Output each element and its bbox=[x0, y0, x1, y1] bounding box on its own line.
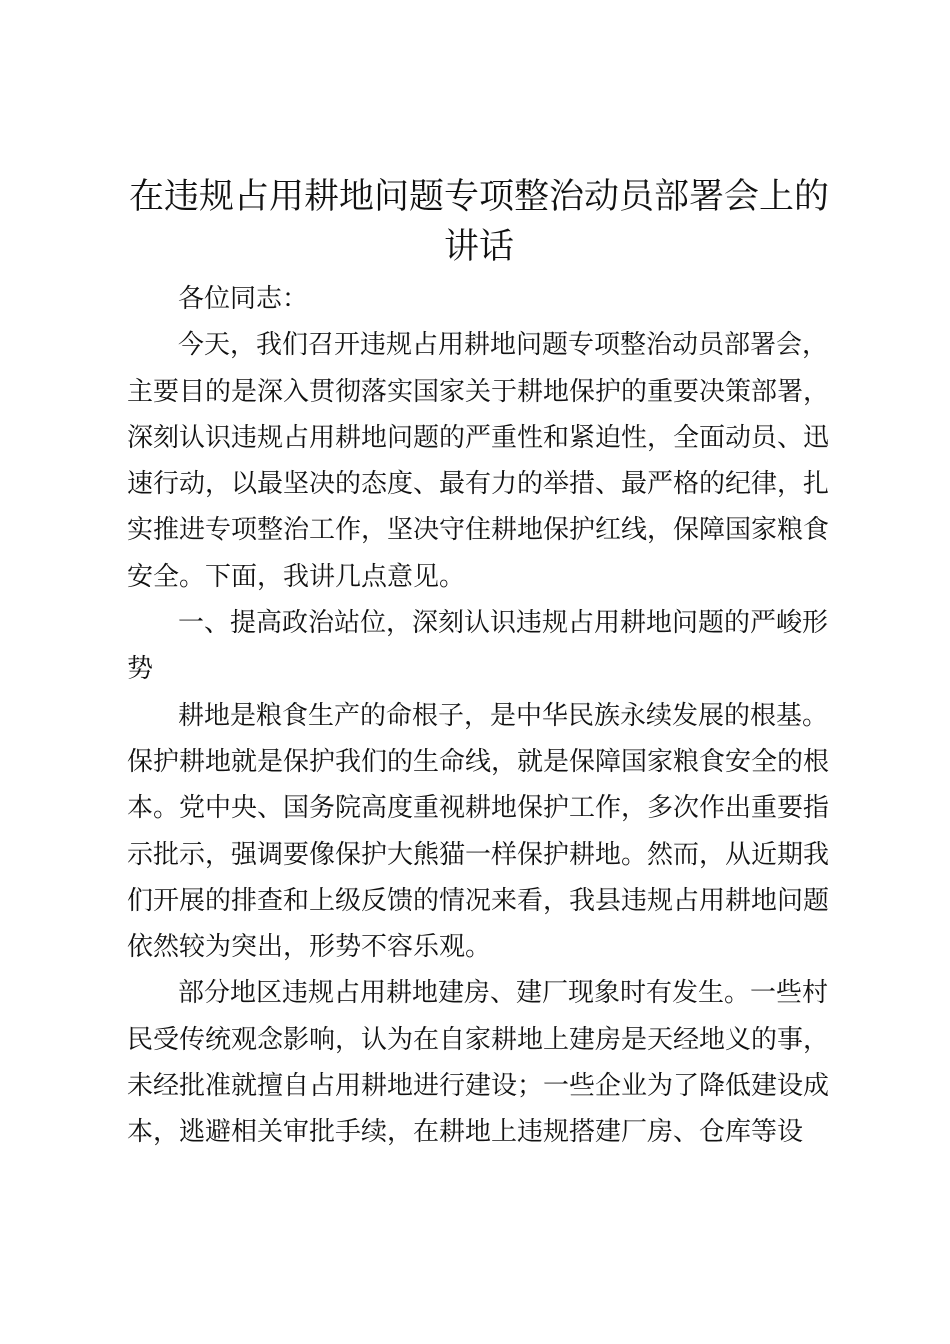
paragraph-line: 本。党中央、国务院高度重视耕地保护工作，多次作出重要指 bbox=[127, 793, 830, 824]
document-body bbox=[127, 276, 830, 1156]
document-title-line-1: 在违规占用耕地问题专项整治动员部署会上的 bbox=[128, 177, 829, 217]
paragraph-line: 主要目的是深入贯彻落实国家关于耕地保护的重要决策部署， bbox=[127, 376, 830, 407]
salutation: 各位同志： bbox=[178, 284, 309, 314]
paragraph-line: 未经批准就擅自占用耕地进行建设；一些企业为了降低建设成 bbox=[127, 1071, 830, 1102]
paragraph-line: 们开展的排查和上级反馈的情况来看，我县违规占用耕地问题 bbox=[127, 885, 830, 916]
paragraph-line: 速行动，以最坚决的态度、最有力的举措、最严格的纪律，扎 bbox=[127, 469, 830, 500]
paragraph-line: 保护耕地就是保护我们的生命线，就是保障国家粮食安全的根 bbox=[127, 746, 830, 777]
paragraph-line: 今天，我们召开违规占用耕地问题专项整治动员部署会， bbox=[178, 330, 829, 361]
paragraph-line: 本，逃避相关审批手续，在耕地上违规搭建厂房、仓库等设 bbox=[127, 1117, 804, 1148]
paragraph-line: 安全。下面，我讲几点意见。 bbox=[127, 561, 466, 592]
paragraph-line: 依然较为突出，形势不容乐观。 bbox=[127, 932, 492, 963]
paragraph-line: 深刻认识违规占用耕地问题的严重性和紧迫性，全面动员、迅 bbox=[127, 422, 830, 453]
section-heading-line: 势 bbox=[127, 654, 154, 685]
paragraph-line: 部分地区违规占用耕地建房、建厂现象时有发生。一些村 bbox=[178, 978, 829, 1009]
paragraph-line: 实推进专项整治工作，坚决守住耕地保护红线，保障国家粮食 bbox=[127, 515, 830, 546]
document-title-line-2: 讲话 bbox=[443, 227, 514, 267]
paragraph-line: 示批示，强调要像保护大熊猫一样保护耕地。然而，从近期我 bbox=[127, 839, 830, 870]
paragraph-line: 耕地是粮食生产的命根子，是中华民族永续发展的根基。 bbox=[178, 700, 829, 731]
paragraph-line: 民受传统观念影响，认为在自家耕地上建房是天经地义的事， bbox=[127, 1024, 830, 1055]
section-heading-line: 一、提高政治站位，深刻认识违规占用耕地问题的严峻形 bbox=[178, 608, 829, 639]
